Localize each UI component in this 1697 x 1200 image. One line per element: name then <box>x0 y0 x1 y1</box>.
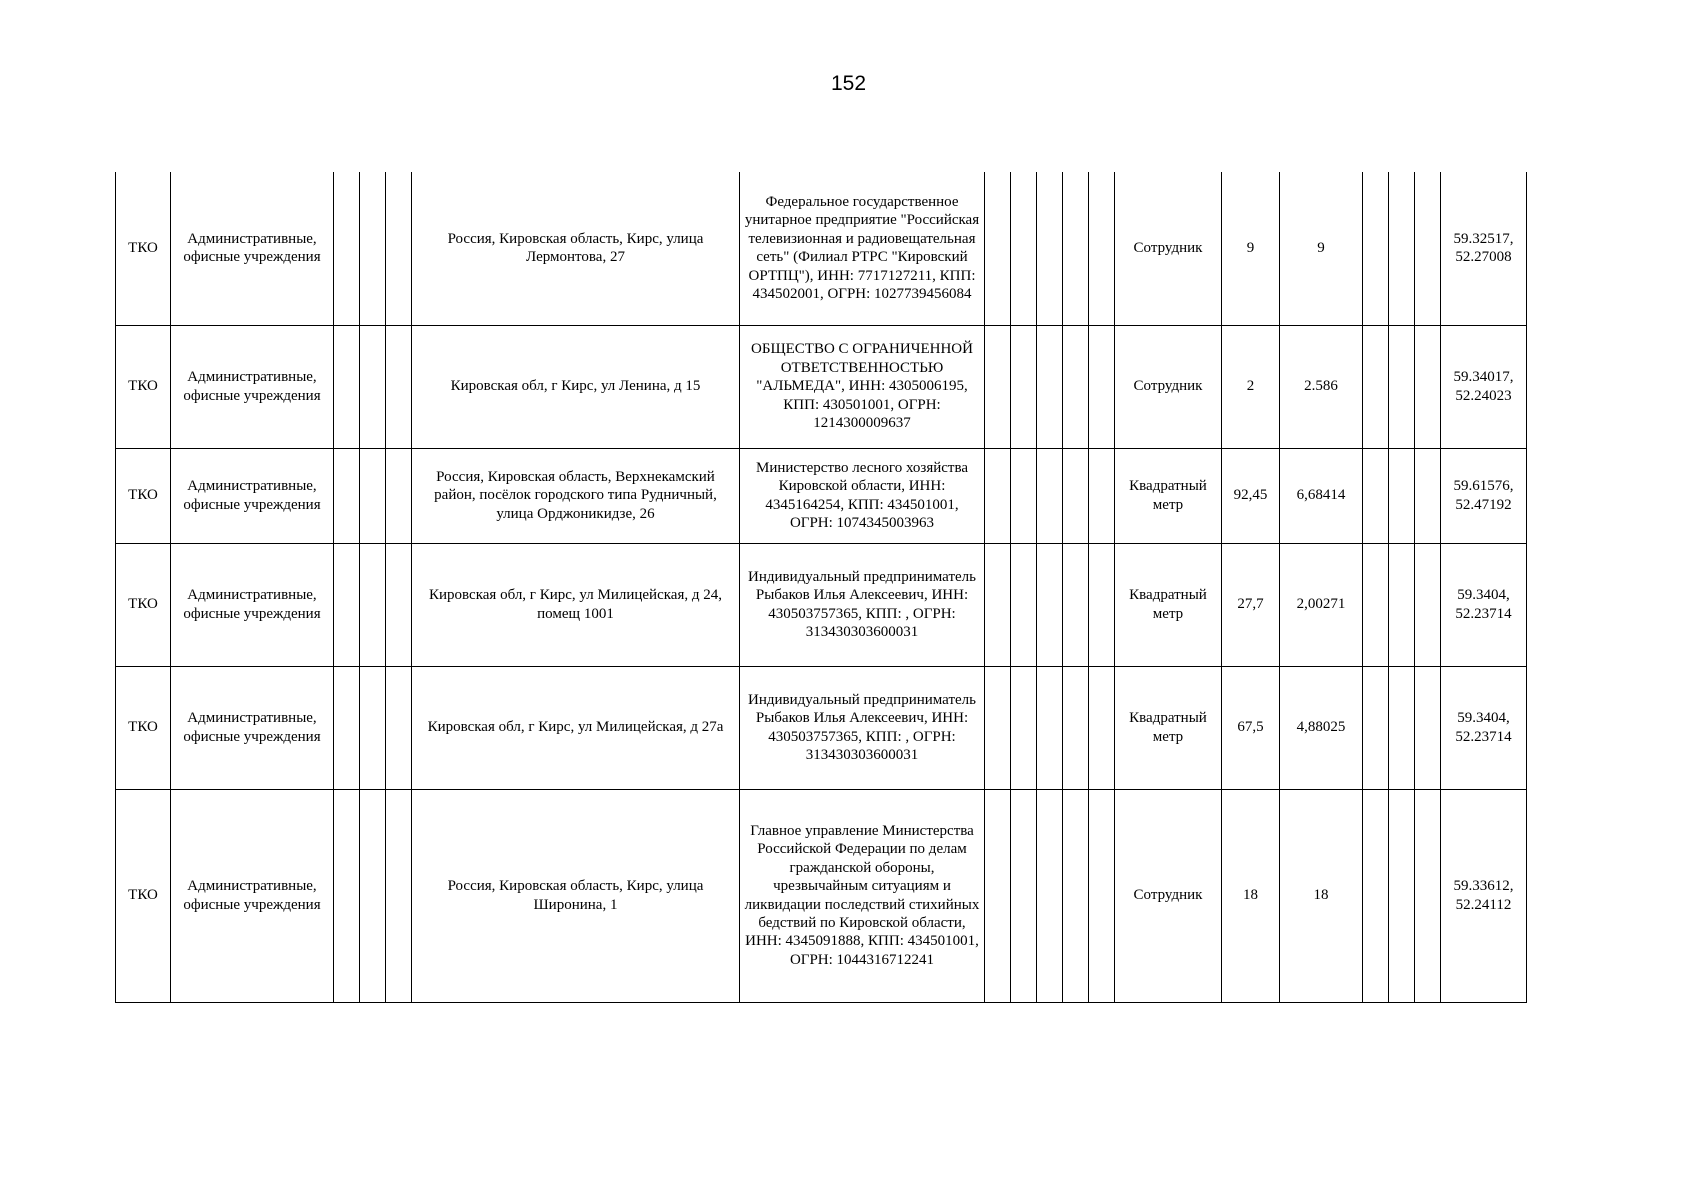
quantity-cell: 92,45 <box>1222 448 1280 543</box>
volume-cell: 9 <box>1280 172 1363 325</box>
category-cell: Административные, офисные учреждения <box>171 666 334 789</box>
waste-type-cell: ТКО <box>116 666 171 789</box>
empty-cell <box>1011 325 1037 448</box>
empty-cell <box>360 543 386 666</box>
table-row <box>116 543 1527 666</box>
empty-cell <box>334 172 360 325</box>
empty-cell <box>1063 543 1089 666</box>
empty-cell <box>985 325 1011 448</box>
table-row <box>116 789 1527 1002</box>
owner-cell: ОБЩЕСТВО С ОГРАНИЧЕННОЙ ОТВЕТСТВЕННОСТЬЮ "АЛЬМЕДА", ИНН: 4305006195, КПП: 430501001, ОГРН: 1214300009637 <box>740 325 985 448</box>
owner-cell: Индивидуальный предприниматель Рыбаков Илья Алексеевич, ИНН: 430503757365, КПП: , ОГРН: 313430303600031 <box>740 666 985 789</box>
empty-cell <box>386 666 412 789</box>
category-cell: Административные, офисные учреждения <box>171 172 334 325</box>
owner-cell: Главное управление Министерства Российской Федерации по делам гражданской обороны, чрезвычайным ситуациям и ликвидации последствий стихийных бедствий по Кировской области, ИНН: 4345091888, КПП: 434501001, ОГРН: 1044316712241 <box>740 789 985 1002</box>
empty-cell <box>1363 666 1389 789</box>
address-cell: Россия, Кировская область, Верхнекамский район, посёлок городского типа Рудничный, улица Орджоникидзе, 26 <box>412 448 740 543</box>
empty-cell <box>1389 666 1415 789</box>
empty-cell <box>1011 543 1037 666</box>
empty-cell <box>1063 789 1089 1002</box>
address-cell: Россия, Кировская область, Кирс, улица Лермонтова, 27 <box>412 172 740 325</box>
empty-cell <box>1089 543 1115 666</box>
category-cell: Административные, офисные учреждения <box>171 543 334 666</box>
address-cell: Кировская обл, г Кирс, ул Ленина, д 15 <box>412 325 740 448</box>
coordinates-cell: 59.3404, 52.23714 <box>1441 666 1527 789</box>
quantity-cell: 67,5 <box>1222 666 1280 789</box>
quantity-cell: 2 <box>1222 325 1280 448</box>
waste-type-cell: ТКО <box>116 325 171 448</box>
empty-cell <box>1089 325 1115 448</box>
table-row <box>116 325 1527 448</box>
empty-cell <box>1389 543 1415 666</box>
empty-cell <box>1389 325 1415 448</box>
empty-cell <box>386 789 412 1002</box>
empty-cell <box>985 543 1011 666</box>
empty-cell <box>334 666 360 789</box>
waste-type-cell: ТКО <box>116 448 171 543</box>
empty-cell <box>1037 543 1063 666</box>
empty-cell <box>985 789 1011 1002</box>
empty-cell <box>1037 325 1063 448</box>
empty-cell <box>985 448 1011 543</box>
empty-cell <box>386 172 412 325</box>
page-number: 152 <box>830 72 867 95</box>
empty-cell <box>1063 666 1089 789</box>
volume-cell: 18 <box>1280 789 1363 1002</box>
empty-cell <box>1363 543 1389 666</box>
empty-cell <box>1037 172 1063 325</box>
table-row <box>116 666 1527 789</box>
empty-cell <box>386 543 412 666</box>
empty-cell <box>1011 666 1037 789</box>
category-cell: Административные, офисные учреждения <box>171 789 334 1002</box>
waste-type-cell: ТКО <box>116 789 171 1002</box>
address-cell: Кировская обл, г Кирс, ул Милицейская, д 27а <box>412 666 740 789</box>
empty-cell <box>1415 789 1441 1002</box>
empty-cell <box>360 172 386 325</box>
empty-cell <box>985 666 1011 789</box>
empty-cell <box>1389 448 1415 543</box>
volume-cell: 6,68414 <box>1280 448 1363 543</box>
empty-cell <box>1089 666 1115 789</box>
empty-cell <box>1089 448 1115 543</box>
empty-cell <box>360 666 386 789</box>
quantity-cell: 27,7 <box>1222 543 1280 666</box>
empty-cell <box>1063 325 1089 448</box>
empty-cell <box>1063 448 1089 543</box>
empty-cell <box>1415 543 1441 666</box>
waste-type-cell: ТКО <box>116 543 171 666</box>
address-cell: Кировская обл, г Кирс, ул Милицейская, д 24, помещ 1001 <box>412 543 740 666</box>
waste-type-cell: ТКО <box>116 172 171 325</box>
empty-cell <box>1363 172 1389 325</box>
waste-registry-table <box>115 172 1527 1003</box>
empty-cell <box>1063 172 1089 325</box>
volume-cell: 2.586 <box>1280 325 1363 448</box>
quantity-cell: 18 <box>1222 789 1280 1002</box>
unit-cell: Квадратный метр <box>1115 543 1222 666</box>
owner-cell: Федеральное государственное унитарное предприятие "Российская телевизионная и радиовещательная сеть" (Филиал РТРС "Кировский ОРТПЦ"), ИНН: 7717127211, КПП: 434502001, ОГРН: 1027739456084 <box>740 172 985 325</box>
empty-cell <box>1011 789 1037 1002</box>
empty-cell <box>1089 789 1115 1002</box>
address-cell: Россия, Кировская область, Кирс, улица Широнина, 1 <box>412 789 740 1002</box>
owner-cell: Индивидуальный предприниматель Рыбаков Илья Алексеевич, ИНН: 430503757365, КПП: , ОГРН: 313430303600031 <box>740 543 985 666</box>
coordinates-cell: 59.3404, 52.23714 <box>1441 543 1527 666</box>
volume-cell: 2,00271 <box>1280 543 1363 666</box>
empty-cell <box>1415 172 1441 325</box>
empty-cell <box>1037 789 1063 1002</box>
empty-cell <box>1363 325 1389 448</box>
empty-cell <box>1389 789 1415 1002</box>
empty-cell <box>1037 666 1063 789</box>
empty-cell <box>1363 789 1389 1002</box>
empty-cell <box>334 448 360 543</box>
table-row <box>116 172 1527 325</box>
unit-cell: Квадратный метр <box>1115 448 1222 543</box>
empty-cell <box>985 172 1011 325</box>
owner-cell: Министерство лесного хозяйства Кировской области, ИНН: 4345164254, КПП: 434501001, ОГРН: 1074345003963 <box>740 448 985 543</box>
empty-cell <box>1037 448 1063 543</box>
empty-cell <box>1415 666 1441 789</box>
unit-cell: Квадратный метр <box>1115 666 1222 789</box>
empty-cell <box>360 789 386 1002</box>
unit-cell: Сотрудник <box>1115 172 1222 325</box>
empty-cell <box>360 448 386 543</box>
empty-cell <box>334 789 360 1002</box>
unit-cell: Сотрудник <box>1115 789 1222 1002</box>
empty-cell <box>386 448 412 543</box>
coordinates-cell: 59.32517, 52.27008 <box>1441 172 1527 325</box>
empty-cell <box>386 325 412 448</box>
coordinates-cell: 59.34017, 52.24023 <box>1441 325 1527 448</box>
empty-cell <box>334 543 360 666</box>
empty-cell <box>1089 172 1115 325</box>
category-cell: Административные, офисные учреждения <box>171 448 334 543</box>
empty-cell <box>334 325 360 448</box>
volume-cell: 4,88025 <box>1280 666 1363 789</box>
empty-cell <box>1389 172 1415 325</box>
table-row <box>116 448 1527 543</box>
coordinates-cell: 59.33612, 52.24112 <box>1441 789 1527 1002</box>
empty-cell <box>1415 325 1441 448</box>
empty-cell <box>360 325 386 448</box>
empty-cell <box>1363 448 1389 543</box>
category-cell: Административные, офисные учреждения <box>171 325 334 448</box>
quantity-cell: 9 <box>1222 172 1280 325</box>
empty-cell <box>1011 448 1037 543</box>
unit-cell: Сотрудник <box>1115 325 1222 448</box>
empty-cell <box>1011 172 1037 325</box>
coordinates-cell: 59.61576, 52.47192 <box>1441 448 1527 543</box>
empty-cell <box>1415 448 1441 543</box>
